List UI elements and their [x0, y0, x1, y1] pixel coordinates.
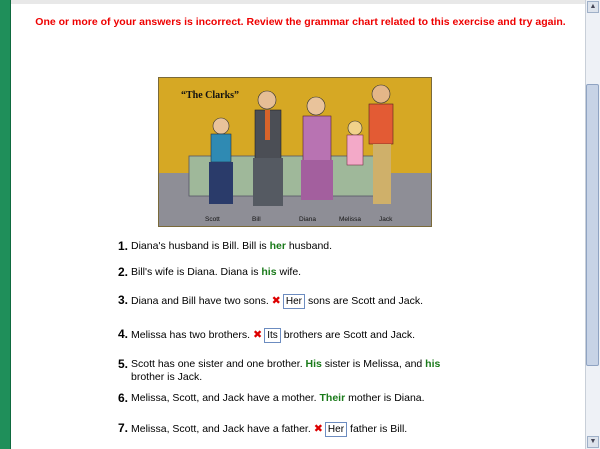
- answer-correct: his: [425, 358, 441, 370]
- x-mark-icon: ✖: [252, 329, 263, 341]
- question-text: Melissa has two brothers. ✖ Its brothers are Scott and Jack.: [131, 329, 416, 341]
- question-text: Melissa, Scott, and Jack have a mother. Their mother is Diana.: [131, 392, 425, 404]
- family-picture: [158, 77, 432, 227]
- name-bill: Bill: [252, 216, 261, 223]
- question-text: Scott has one sister and one brother. His sister is Melissa, and his brother is Jack.: [131, 358, 441, 383]
- question-number: 3.: [118, 293, 129, 307]
- question-number: 1.: [118, 239, 129, 253]
- top-strip: [11, 0, 585, 4]
- name-jack: Jack: [379, 216, 393, 223]
- question-text: Diana and Bill have two sons. ✖ Her sons are Scott and Jack.: [131, 295, 423, 307]
- answer-correct: his: [261, 266, 277, 278]
- name-diana: Diana: [299, 216, 316, 223]
- left-border-bar: [0, 0, 11, 449]
- answer-correct: His: [305, 358, 322, 370]
- answer-input[interactable]: Her: [325, 422, 347, 437]
- answer-correct: her: [269, 240, 286, 252]
- x-mark-icon: ✖: [313, 423, 323, 435]
- name-scott: Scott: [205, 216, 220, 223]
- scroll-up-icon[interactable]: ▲: [587, 1, 599, 13]
- scroll-thumb[interactable]: [586, 84, 599, 366]
- picture-title: “The Clarks”: [181, 90, 240, 101]
- question-text: Diana's husband is Bill. Bill is her husband.: [131, 240, 333, 252]
- answer-input[interactable]: Its: [264, 328, 281, 343]
- answer-input[interactable]: Her: [283, 294, 305, 309]
- question-number: 5.: [118, 357, 129, 371]
- question-text: Bill's wife is Diana. Diana is his wife.: [131, 266, 302, 278]
- name-melissa: Melissa: [339, 216, 362, 223]
- vertical-scrollbar[interactable]: [585, 0, 600, 449]
- question-number: 7.: [118, 421, 129, 435]
- x-mark-icon: ✖: [271, 295, 281, 307]
- question-text: Melissa, Scott, and Jack have a father. ✖ Her father is Bill.: [131, 423, 408, 435]
- clarks-illustration: [159, 78, 432, 227]
- question-number: 4.: [118, 327, 129, 341]
- error-feedback: One or more of your answers is incorrect. Review the grammar chart related to this exercise and try again.: [35, 16, 566, 28]
- question-number: 2.: [118, 265, 129, 279]
- answer-correct: Their: [319, 392, 346, 404]
- scroll-down-icon[interactable]: ▼: [587, 436, 599, 448]
- question-number: 6.: [118, 391, 129, 405]
